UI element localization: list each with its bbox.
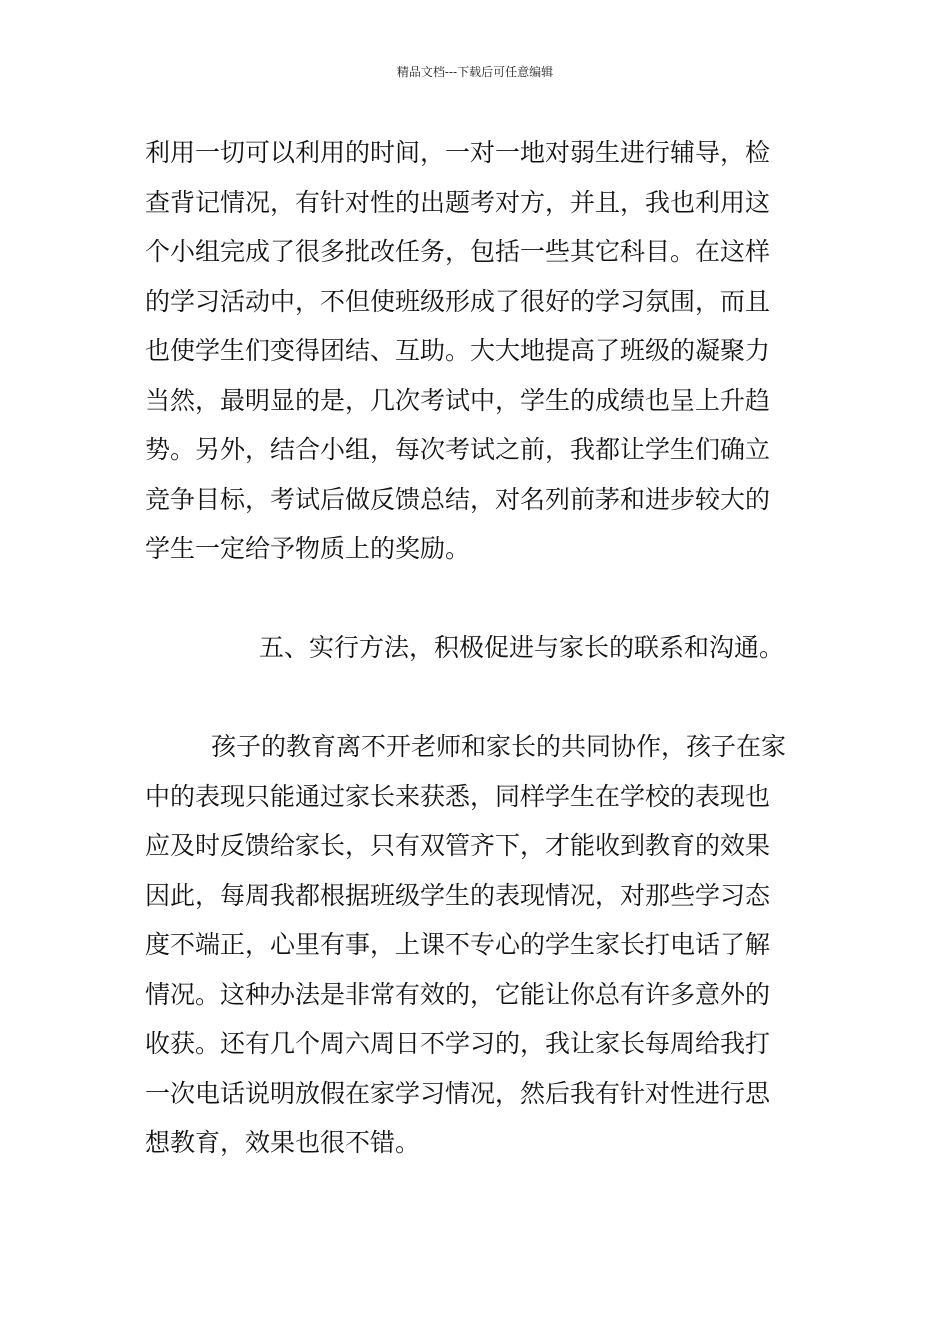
text-line: 查背记情况，有针对性的出题考对方，并且，我也利用这 xyxy=(145,187,771,217)
text-line: 想教育，效果也很不错。 xyxy=(145,1128,421,1157)
text-line: 应及时反馈给家长，只有双管齐下，才能收到教育的效果 xyxy=(145,831,771,860)
text-line: 势。另外，结合小组，每次考试之前，我都让学生们确立 xyxy=(145,435,771,464)
text-line: 利用一切可以利用的时间，一对一地对弱生进行辅导，检 xyxy=(145,138,771,167)
text-line: 情况。这种办法是非常有效的，它能让你总有许多意外的 xyxy=(145,979,771,1009)
text-line: 也使学生们变得团结、互助。大大地提高了班级的凝聚力 xyxy=(145,336,771,365)
text-line: 当然，最明显的是，几次考试中，学生的成绩也呈上升趋 xyxy=(145,385,771,415)
text-line: 收获。还有几个周六周日不学习的，我让家长每周给我打 xyxy=(145,1029,771,1058)
paragraph-spacer xyxy=(145,673,815,723)
text-line: 孩子的教育离不开老师和家长的共同协作，孩子在家 xyxy=(211,732,787,761)
text-line: 因此，每周我都根据班级学生的表现情况，对那些学习态 xyxy=(145,880,771,910)
text-line: 一次电话说明放假在家学习情况，然后我有针对性进行思 xyxy=(145,1078,771,1108)
paragraph-1 xyxy=(145,128,815,574)
section-heading: 五、实行方法，积极促进与家长的联系和沟通。 xyxy=(259,633,785,662)
text-line: 度不端正，心里有事，上课不专心的学生家长打电话了解 xyxy=(145,930,771,959)
paragraph-2 xyxy=(145,722,815,1168)
text-line: 的学习活动中，不但使班级形成了很好的学习氛围，而且 xyxy=(145,286,771,316)
text-line: 中的表现只能通过家长来获悉，同样学生在学校的表现也 xyxy=(145,781,771,811)
paragraph-spacer xyxy=(145,574,815,624)
text-line: 学生一定给予物质上的奖励。 xyxy=(145,534,471,563)
text-line: 个小组完成了很多批改任务，包括一些其它科目。在这样 xyxy=(145,237,771,266)
text-line: 竞争目标，考试后做反馈总结，对名列前茅和进步较大的 xyxy=(145,484,771,514)
document-body xyxy=(145,128,815,1168)
page-header: 精品文档---下载后可任意编辑 xyxy=(396,65,554,79)
